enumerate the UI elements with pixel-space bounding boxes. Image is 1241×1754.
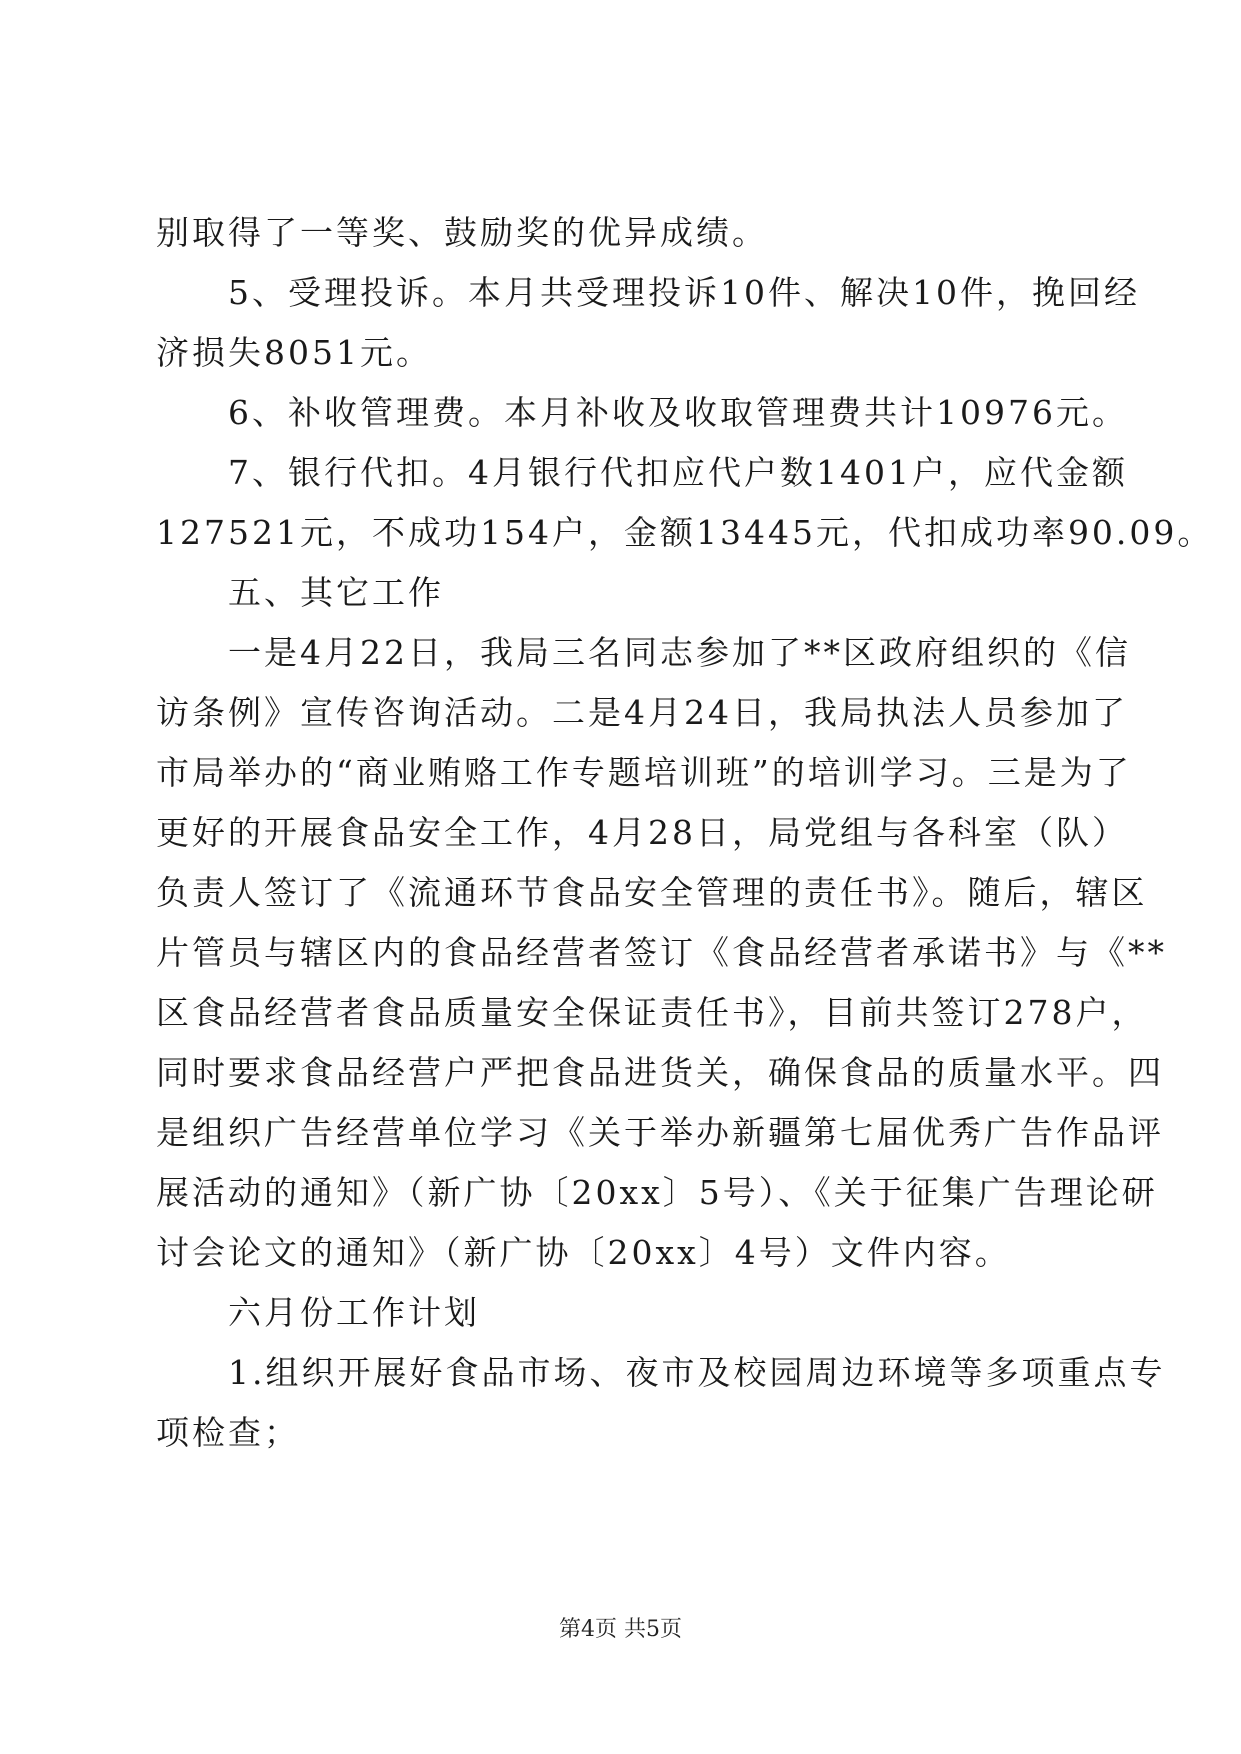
page-footer xyxy=(0,1612,1241,1643)
text-line: 127521元，不成功154户，金额13445元，代扣成功率90.09。 xyxy=(156,513,1214,552)
text-line: 访条例》宣传咨询活动。二是4月24日，我局执法人员参加了 xyxy=(156,693,1128,732)
text-line: 济损失8051元。 xyxy=(156,333,432,372)
document-body xyxy=(156,203,1214,1463)
text-line: 片管员与辖区内的食品经营者签订《食品经营者承诺书》与《** xyxy=(156,933,1167,972)
text-line: 7、银行代扣。4月银行代扣应代户数1401户，应代金额 xyxy=(228,453,1128,492)
text-line: 1.组织开展好食品市场、夜市及校园周边环境等多项重点专 xyxy=(228,1353,1166,1392)
text-line: 6、补收管理费。本月补收及收取管理费共计10976元。 xyxy=(228,393,1128,432)
text-line: 市局举办的“商业贿赂工作专题培训班”的培训学习。三是为了 xyxy=(156,753,1132,792)
text-line: 展活动的通知》（新广协〔20xx〕5号）、《关于征集广告理论研 xyxy=(156,1173,1158,1212)
text-line: 一是4月22日，我局三名同志参加了**区政府组织的《信 xyxy=(228,633,1131,672)
text-line: 项检查； xyxy=(156,1413,300,1452)
text-line: 负责人签订了《流通环节食品安全管理的责任书》。随后，辖区 xyxy=(156,873,1148,912)
text-line: 更好的开展食品安全工作，4月28日，局党组与各科室（队） xyxy=(156,813,1128,852)
text-line: 区食品经营者食品质量安全保证责任书》，目前共签订278户， xyxy=(156,993,1148,1032)
text-line: 是组织广告经营单位学习《关于举办新疆第七届优秀广告作品评 xyxy=(156,1113,1164,1152)
section-heading: 五、其它工作 xyxy=(228,573,444,612)
text-line: 5、受理投诉。本月共受理投诉10件、解决10件，挽回经 xyxy=(228,273,1140,312)
text-line: 同时要求食品经营户严把食品进货关，确保食品的质量水平。四 xyxy=(156,1053,1164,1092)
text-line: 讨会论文的通知》（新广协〔20xx〕4号）文件内容。 xyxy=(156,1233,1011,1272)
text-line: 别取得了一等奖、鼓励奖的优异成绩。 xyxy=(156,213,768,252)
page-number-label: 第4页 共5页 xyxy=(559,1617,682,1642)
section-heading: 六月份工作计划 xyxy=(228,1293,480,1332)
